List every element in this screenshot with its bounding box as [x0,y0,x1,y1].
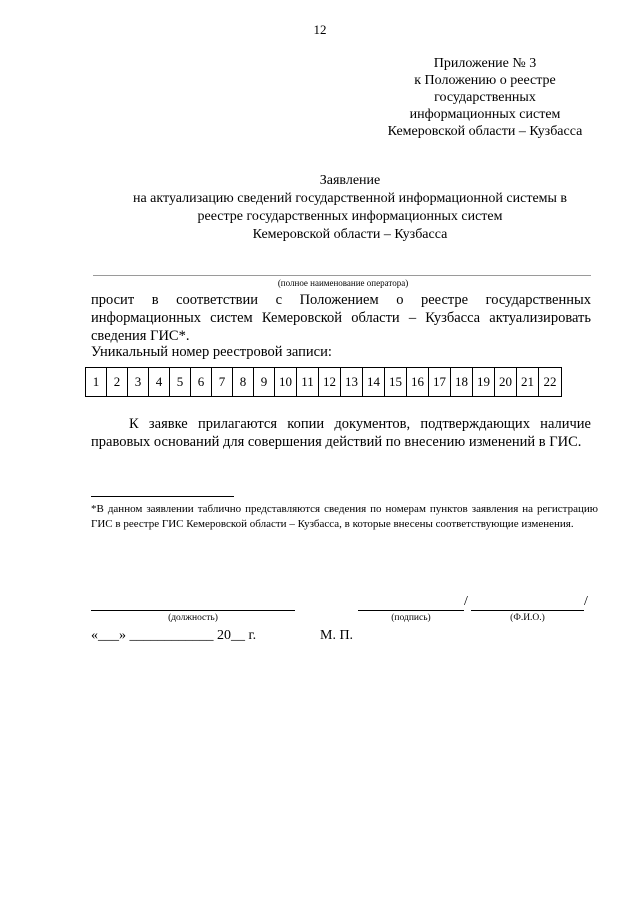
digit-cell[interactable]: 2 [107,368,128,396]
digit-cell[interactable]: 3 [128,368,149,396]
appendix-line: к Положению о реестре [414,73,556,88]
digit-cell[interactable]: 8 [233,368,254,396]
signature-separator: / [464,594,468,609]
title-line: Кемеровской области – Кузбасса [252,227,448,242]
footnote: *В данном заявлении таблично представляются сведения по номерам пунктов заявления на регистрацию ГИС в реестре ГИС Кемеровской области – Кузбасса, в которые внесены соответствующие изменения. [91,503,598,530]
signature-field[interactable] [358,610,464,611]
digit-cell[interactable]: 20 [495,368,517,396]
appendix-header [340,55,630,140]
appendix-line: Кемеровской области – Кузбасса [387,124,583,139]
registry-number-label: Уникальный номер реестровой записи: [91,344,332,360]
digit-cell[interactable]: 15 [385,368,407,396]
digit-cell[interactable]: 1 [86,368,107,396]
digit-cell[interactable]: 18 [451,368,473,396]
attachments-paragraph: К заявке прилагаются копии документов, подтверждающих наличие правовых оснований для совершения действий по внесению изменений в ГИС. [91,416,591,450]
registry-number-grid [85,367,562,397]
digit-cell[interactable]: 22 [543,374,557,389]
page-number: 12 [313,22,327,37]
digit-cell[interactable]: 21 [517,368,539,396]
full-name-field[interactable] [471,610,584,611]
digit-cell[interactable]: 19 [473,368,495,396]
appendix-line: государственных [434,90,536,105]
digit-cell[interactable]: 12 [319,368,341,396]
digit-cell[interactable]: 17 [429,368,451,396]
digit-cell[interactable]: 7 [212,368,233,396]
footnote-separator [91,496,234,497]
digit-cell[interactable]: 14 [363,368,385,396]
operator-caption: (полное наименование оператора) [277,278,409,288]
name-end-slash: / [584,594,588,609]
appendix-line: Приложение № 3 [433,56,537,71]
appendix-line: информационных систем [409,107,561,122]
stamp-place: М. П. [320,628,354,643]
signature-caption: (подпись) [391,613,431,623]
digit-cell[interactable]: 6 [191,368,212,396]
full-name-caption: (Ф.И.О.) [510,613,545,623]
digit-cell[interactable]: 10 [275,368,297,396]
position-field[interactable] [91,610,295,611]
title-line: реестре государственных информационных систем [197,209,503,224]
digit-cell[interactable]: 11 [297,368,319,396]
digit-cell[interactable]: 9 [254,368,275,396]
digit-cell[interactable]: 13 [341,368,363,396]
digit-cell[interactable]: 5 [170,368,191,396]
document-title [60,172,640,244]
title-line: на актуализацию сведений государственной информационной системы в [132,191,568,206]
digit-cell[interactable]: 4 [149,368,170,396]
operator-name-field[interactable] [93,275,591,276]
position-caption: (должность) [168,613,218,623]
date-field[interactable]: «___» ____________ 20__ г. [91,628,257,643]
request-paragraph: просит в соответствии с Положением о реестре государственных информационных систем Кемеровской области – Кузбасса актуализировать сведения ГИС*. [91,292,591,344]
digit-cell[interactable]: 16 [407,368,429,396]
title-line: Заявление [319,173,381,188]
